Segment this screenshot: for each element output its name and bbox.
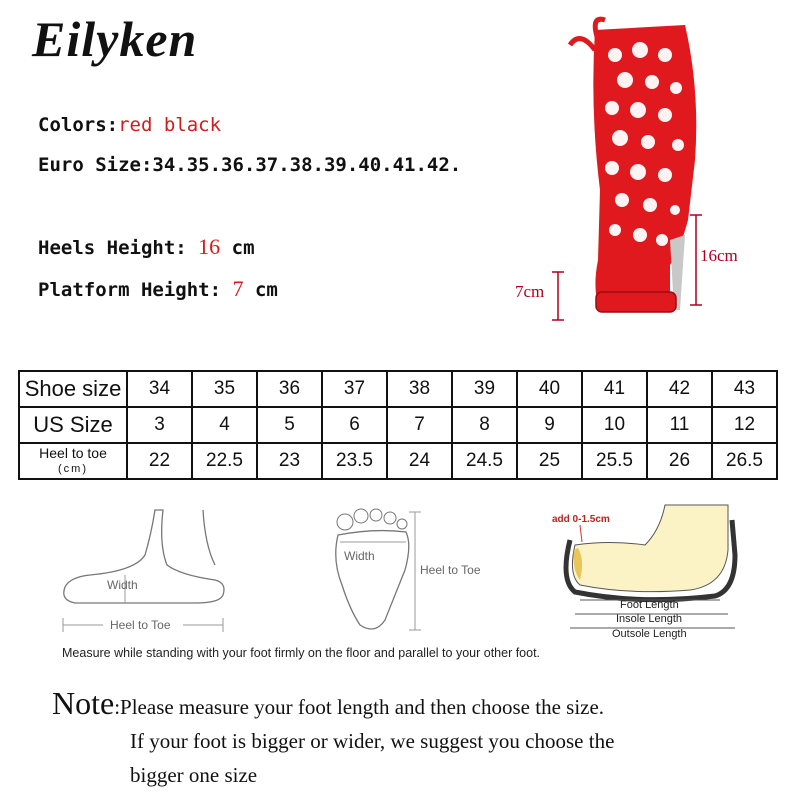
colors-label: Colors: — [38, 114, 119, 136]
heel-height-label: Heels Height: — [38, 237, 187, 259]
euro-size-spec — [38, 154, 461, 176]
size-cell: 25 — [517, 443, 582, 479]
size-row-label: Heel to toe — [39, 445, 107, 461]
size-cell: 10 — [582, 407, 647, 443]
platform-height-spec — [38, 276, 278, 302]
colors-value: red black — [118, 114, 222, 136]
size-cell: 3 — [127, 407, 192, 443]
heel-dimension-label: 16cm — [700, 246, 738, 265]
size-chart-table — [18, 370, 778, 480]
size-row — [19, 371, 777, 407]
size-cell: 43 — [712, 371, 777, 407]
size-cell: 9 — [517, 407, 582, 443]
size-cell: 35 — [192, 371, 257, 407]
size-cell: 22 — [127, 443, 192, 479]
colors-spec — [38, 114, 221, 136]
note-line-1: :Please measure your foot length and then choose the size. — [114, 695, 605, 719]
euro-size-label: Euro Size: — [38, 154, 153, 176]
insole-length-label: Insole Length — [616, 613, 683, 625]
platform-dimension-label: 7cm — [515, 282, 545, 301]
size-note — [52, 686, 614, 792]
size-row — [19, 443, 777, 479]
size-row-label: US Size — [33, 412, 113, 437]
size-cell: 38 — [387, 371, 452, 407]
size-cell: 39 — [452, 371, 517, 407]
foot-side-diagram — [55, 505, 235, 640]
sole-heel-to-toe-label: Heel to Toe — [420, 563, 481, 577]
note-line-3: bigger one size — [130, 763, 258, 787]
foot-length-label: Foot Length — [620, 599, 679, 611]
size-cell: 23.5 — [322, 443, 387, 479]
side-width-label: Width — [107, 578, 138, 592]
size-cell: 12 — [712, 407, 777, 443]
size-cell: 4 — [192, 407, 257, 443]
size-cell: 24.5 — [452, 443, 517, 479]
outsole-length-label: Outsole Length — [612, 628, 687, 640]
size-cell: 23 — [257, 443, 322, 479]
platform-height-unit: cm — [254, 279, 278, 301]
size-cell: 5 — [257, 407, 322, 443]
add-allowance-label: add 0-1.5cm — [552, 514, 610, 525]
brand-logo: Eilyken — [32, 11, 198, 67]
foot-sole-diagram — [320, 500, 520, 640]
euro-size-value: 34.35.36.37.38.39.40.41.42. — [152, 154, 462, 176]
size-cell: 26 — [647, 443, 712, 479]
size-row-header — [19, 443, 127, 479]
size-cell: 8 — [452, 407, 517, 443]
heel-height-value: 16 — [198, 234, 221, 259]
size-cell: 7 — [387, 407, 452, 443]
shoe-length-diagram — [550, 500, 750, 645]
size-row-sublabel: (cm) — [58, 463, 88, 475]
note-title: Note — [52, 685, 115, 721]
note-line-2: If your foot is bigger or wider, we suggest you choose the — [130, 729, 615, 753]
size-cell: 42 — [647, 371, 712, 407]
size-cell: 6 — [322, 407, 387, 443]
size-row — [19, 407, 777, 443]
size-cell: 40 — [517, 371, 582, 407]
size-cell: 37 — [322, 371, 387, 407]
size-row-header — [19, 407, 127, 443]
heel-height-spec — [38, 234, 255, 260]
size-cell: 34 — [127, 371, 192, 407]
measure-instruction: Measure while standing with your foot firmly on the floor and parallel to your other foot. — [62, 646, 541, 660]
platform-height-value: 7 — [232, 276, 244, 301]
size-cell: 26.5 — [712, 443, 777, 479]
size-cell: 25.5 — [582, 443, 647, 479]
size-cell: 22.5 — [192, 443, 257, 479]
size-cell: 36 — [257, 371, 322, 407]
size-row-header — [19, 371, 127, 407]
size-cell: 24 — [387, 443, 452, 479]
size-cell: 41 — [582, 371, 647, 407]
size-row-label: Shoe size — [24, 376, 122, 401]
sole-width-label: Width — [344, 549, 375, 563]
platform-height-label: Platform Height: — [38, 279, 222, 301]
side-heel-to-toe-label: Heel to Toe — [110, 618, 171, 632]
heel-height-unit: cm — [231, 237, 255, 259]
size-cell: 11 — [647, 407, 712, 443]
